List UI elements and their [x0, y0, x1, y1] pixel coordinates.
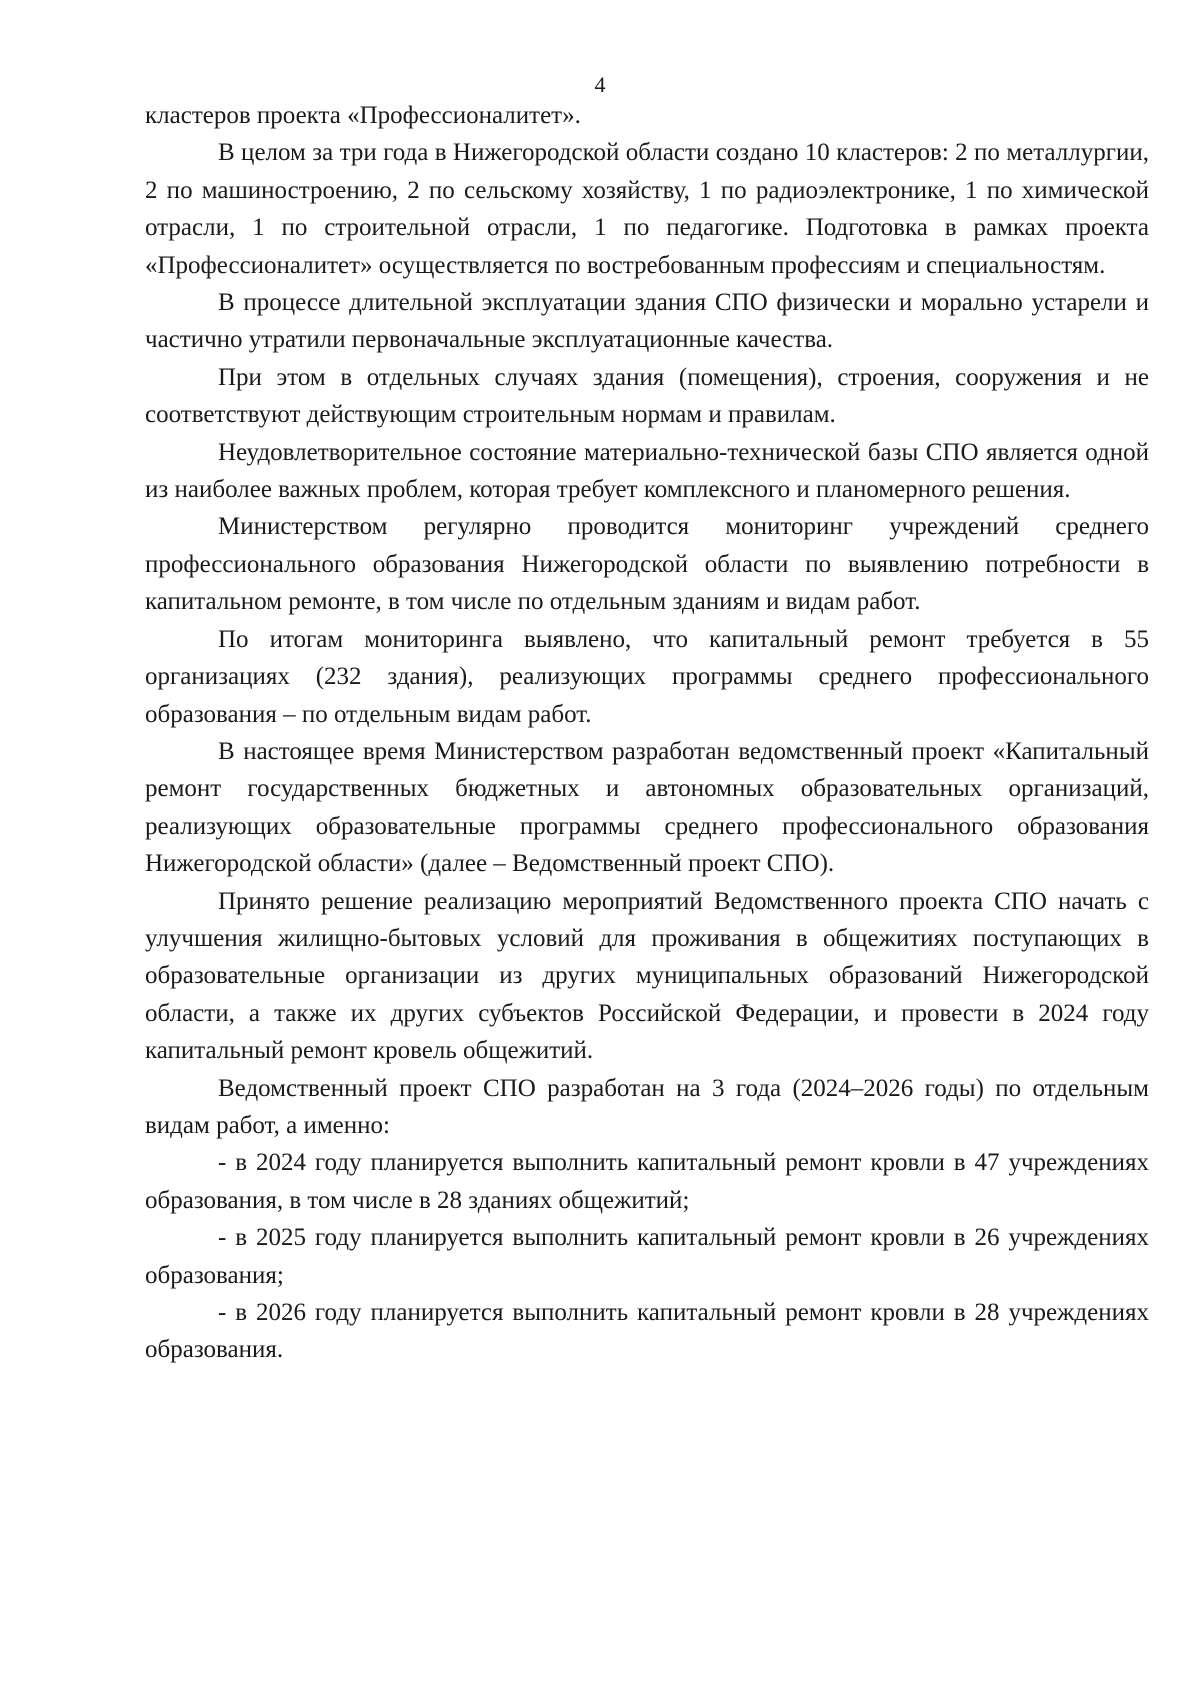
list-item-2025: - в 2025 году планируется выполнить капитальный ремонт кровли в 26 учреждениях образования;	[145, 1224, 1149, 1289]
list-item-2024: - в 2024 году планируется выполнить капитальный ремонт кровли в 47 учреждениях образования, в том числе в 28 зданиях общежитий;	[145, 1149, 1149, 1214]
list-item-2026: - в 2026 году планируется выполнить капитальный ремонт кровли в 28 учреждениях образования.	[145, 1299, 1149, 1364]
paragraph-material-base: Неудовлетворительное состояние материально-технической базы СПО является одной из наиболее важных проблем, которая требует комплексного и планомерного решения.	[145, 438, 1149, 504]
paragraph-clusters: В целом за три года в Нижегородской области создано 10 кластеров: 2 по металлургии, 2 по машиностроению, 2 по сельскому хозяйству, 1 по радиоэлектронике, 1 по химической отрасли, 1 по строительной отрасли, 1 по педагогике. Подготовка в рамках проекта «Профессионалитет» осуществляется по востребованным профессиям и специальностям.	[145, 139, 1149, 279]
paragraph-norms: При этом в отдельных случаях здания (помещения), строения, сооружения и не соответствуют действующим строительным нормам и правилам.	[145, 363, 1149, 429]
paragraph-continuation: кластеров проекта «Профессионалитет».	[145, 102, 581, 129]
paragraph-decision: Принято решение реализацию мероприятий Ведомственного проекта СПО начать с улучшения жилищно-бытовых условий для проживания в общежитиях поступающих в образовательные организации из других муниципальных образований Нижегородской области, а также их других субъектов Российской Федерации, и провести в 2024 году капитальный ремонт кровель общежитий.	[145, 887, 1149, 1065]
document-body	[145, 97, 1149, 1369]
paragraph-monitoring: Министерством регулярно проводится мониторинг учреждений среднего профессионального образования Нижегородской области по выявлению потребности в капитальном ремонте, в том числе по отдельным зданиям и видам работ.	[145, 513, 1149, 616]
paragraph-departmental-project: В настоящее время Министерством разработан ведомственный проект «Капитальный ремонт государственных бюджетных и автономных образовательных организаций, реализующих образовательные программы среднего профессионального образования Нижегородской области» (далее – Ведомственный проект СПО).	[145, 737, 1149, 878]
paragraph-buildings-outdated: В процессе длительной эксплуатации здания СПО физически и морально устарели и частично утратили первоначальные эксплуатационные качества.	[145, 289, 1149, 354]
paragraph-monitoring-results: По итогам мониторинга выявлено, что капитальный ремонт требуется в 55 организациях (232 здания), реализующих программы среднего профессионального образования – по отдельным видам работ.	[145, 625, 1149, 728]
paragraph-project-duration: Ведомственный проект СПО разработан на 3 года (2024–2026 годы) по отдельным видам работ, а именно:	[145, 1074, 1149, 1139]
page-number: 4	[594, 72, 606, 97]
